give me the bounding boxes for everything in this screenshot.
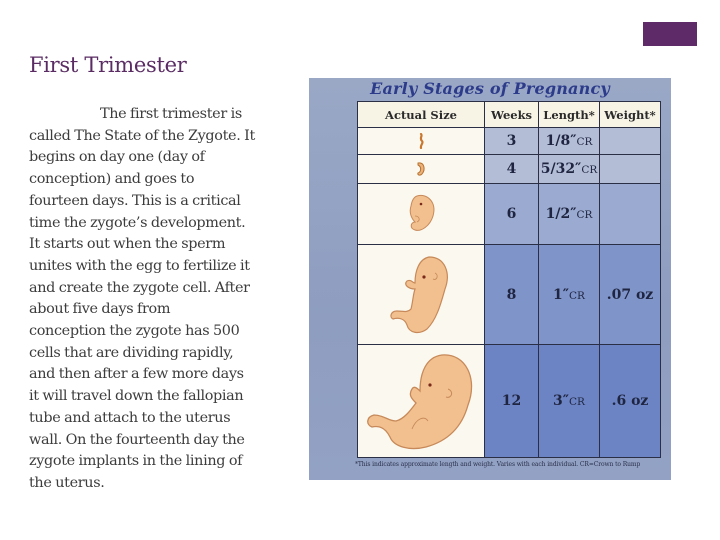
body-line: conception) and goes to — [29, 171, 195, 188]
body-line: wall. On the fourteenth day the — [29, 431, 245, 448]
body-line: tube and attach to the uterus — [29, 409, 231, 426]
size-cell — [358, 245, 485, 345]
body-line: the uterus. — [29, 474, 105, 491]
weeks-cell: 4 — [485, 155, 539, 184]
weeks-cell: 8 — [485, 245, 539, 345]
size-cell — [358, 128, 485, 155]
embryo-6wk-icon — [358, 192, 484, 236]
body-line: begins on day one (day of — [29, 149, 205, 166]
size-cell — [358, 345, 485, 458]
body-line: fourteen days. This is a critical — [29, 192, 241, 209]
body-line: called The State of the Zygote. It — [29, 127, 255, 144]
weight-cell — [600, 184, 661, 245]
embryo-4wk-icon — [358, 161, 484, 177]
size-cell — [358, 155, 485, 184]
table-row — [358, 155, 661, 184]
table-row — [358, 128, 661, 155]
body-line: it will travel down the fallopian — [29, 388, 244, 405]
pregnancy-stages-figure — [309, 78, 671, 480]
header-length: Length* — [539, 102, 600, 128]
table-row — [358, 184, 661, 245]
embryo-3wk-icon — [358, 133, 484, 149]
embryo-8wk-icon — [358, 253, 484, 337]
fetus-12wk-icon — [358, 349, 484, 453]
length-cell: 5/32″CR — [539, 155, 600, 184]
body-paragraph — [29, 104, 299, 495]
length-cell: 1″CR — [539, 245, 600, 345]
accent-box — [643, 22, 697, 46]
body-line: and then after a few more days — [29, 366, 244, 383]
weight-cell: .07 oz — [600, 245, 661, 345]
body-line: time the zygote’s development. — [29, 214, 246, 231]
body-line: zygote implants in the lining of — [29, 453, 243, 470]
body-line: It starts out when the sperm — [29, 236, 226, 253]
length-cell: 1/8″CR — [539, 128, 600, 155]
header-actual-size: Actual Size — [358, 102, 485, 128]
size-cell — [358, 184, 485, 245]
body-line: and create the zygote cell. After — [29, 279, 250, 296]
figure-footnote: *This indicates approximate length and weight. Varies with each individual. CR=Crown to Rump — [355, 461, 641, 468]
body-line: about five days from — [29, 301, 171, 318]
table-header-row — [358, 102, 661, 128]
table-row — [358, 345, 661, 458]
table-row — [358, 245, 661, 345]
header-weight: Weight* — [600, 102, 661, 128]
figure-title: Early Stages of Pregnancy — [370, 79, 610, 98]
length-cell: 3″CR — [539, 345, 600, 458]
weeks-cell: 12 — [485, 345, 539, 458]
body-line: conception the zygote has 500 — [29, 323, 240, 340]
body-line: cells that are dividing rapidly, — [29, 344, 234, 361]
header-weeks: Weeks — [485, 102, 539, 128]
body-line: unites with the egg to fertilize it — [29, 257, 250, 274]
slide-title: First Trimester — [29, 53, 187, 77]
weeks-cell: 3 — [485, 128, 539, 155]
weight-cell — [600, 128, 661, 155]
length-cell: 1/2″CR — [539, 184, 600, 245]
weight-cell — [600, 155, 661, 184]
body-line: The first trimester is — [100, 106, 242, 122]
stages-table — [357, 101, 661, 458]
weeks-cell: 6 — [485, 184, 539, 245]
weight-cell: .6 oz — [600, 345, 661, 458]
